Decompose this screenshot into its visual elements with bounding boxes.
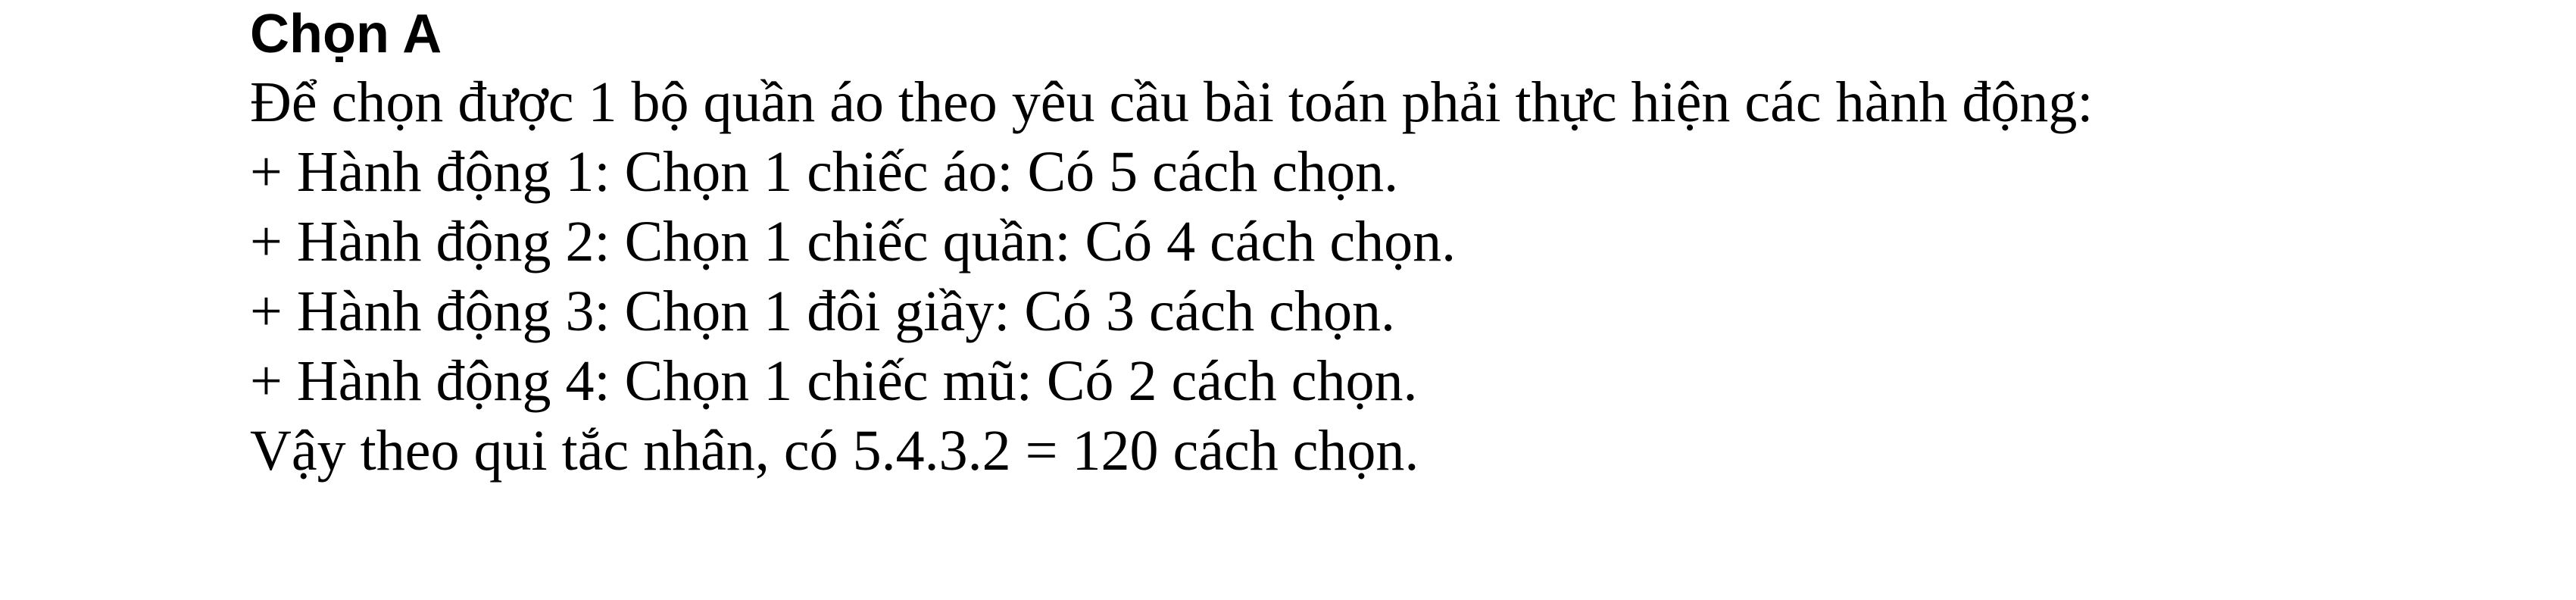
step-2-line: + Hành động 2: Chọn 1 chiếc quần: Có 4 cách chọn. (250, 210, 1457, 273)
conclusion-line (250, 417, 1419, 485)
answer-heading: Chọn A (250, 4, 442, 64)
step-4-line: + Hành động 4: Chọn 1 chiếc mũ: Có 2 cách chọn. (250, 349, 1418, 413)
product-formula: 5.4.3.2 = 120 (852, 419, 1159, 483)
conclusion-suffix: cách chọn. (1158, 419, 1419, 483)
conclusion-prefix: Vậy theo qui tắc nhân, có (250, 419, 853, 483)
intro-line: Để chọn được 1 bộ quần áo theo yêu cầu bài toán phải thực hiện các hành động: (250, 70, 2094, 134)
step-3-line: + Hành động 3: Chọn 1 đôi giầy: Có 3 cách chọn. (250, 280, 1395, 343)
step-1-line: + Hành động 1: Chọn 1 chiếc áo: Có 5 cách chọn. (250, 140, 1399, 204)
